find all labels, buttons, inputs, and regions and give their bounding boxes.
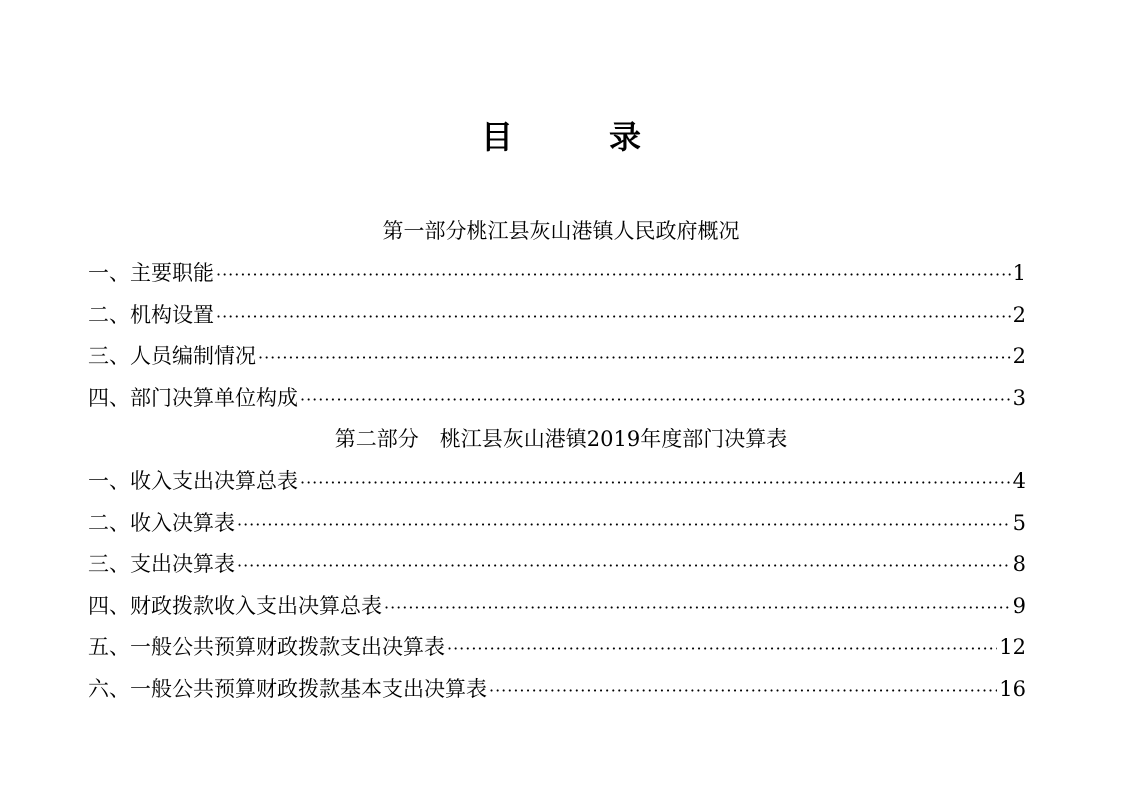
dot-leader (237, 510, 1011, 540)
toc-entry-page: 4 (1012, 469, 1026, 493)
toc-entry[interactable] (88, 300, 1026, 330)
toc-entry-label: 三、支出决算表 (88, 552, 235, 576)
toc-entry-label: 二、收入决算表 (88, 511, 235, 535)
toc-entry[interactable] (88, 383, 1026, 413)
section-heading-part-two: 第二部分 桃江县灰山港镇2019年度部门决算表 (334, 427, 788, 451)
dot-leader (216, 260, 1011, 290)
dot-leader (216, 302, 1011, 332)
toc-entry-label: 四、部门决算单位构成 (88, 386, 298, 410)
toc-entry-page: 5 (1012, 511, 1026, 535)
toc-entry[interactable] (88, 549, 1026, 579)
toc-entry-page: 8 (1012, 552, 1026, 576)
toc-entry-label: 五、一般公共预算财政拨款支出决算表 (88, 635, 445, 659)
toc-entry-page: 12 (999, 635, 1026, 659)
dot-leader (300, 468, 1011, 498)
page-title: 目 录 (480, 118, 641, 156)
toc-entry[interactable] (88, 674, 1026, 704)
toc-entry-page: 9 (1012, 594, 1026, 618)
toc-entry-label: 三、人员编制情况 (88, 344, 256, 368)
toc-entry-page: 2 (1012, 344, 1026, 368)
toc-entry[interactable] (88, 591, 1026, 621)
toc-entry[interactable] (88, 341, 1026, 371)
dot-leader (447, 634, 997, 664)
toc-entry[interactable] (88, 632, 1026, 662)
toc-entry-page: 3 (1012, 386, 1026, 410)
toc-entry[interactable] (88, 508, 1026, 538)
dot-leader (384, 593, 1011, 623)
dot-leader (300, 385, 1011, 415)
dot-leader (237, 551, 1011, 581)
dot-leader (489, 676, 997, 706)
toc-entry-label: 四、财政拨款收入支出决算总表 (88, 594, 382, 618)
toc-entry[interactable] (88, 258, 1026, 288)
toc-entry-label: 一、主要职能 (88, 261, 214, 285)
toc-entry-page: 16 (999, 677, 1026, 701)
toc-entry-label: 二、机构设置 (88, 303, 214, 327)
toc-entry-page: 2 (1012, 303, 1026, 327)
section-heading-part-one: 第一部分桃江县灰山港镇人民政府概况 (382, 219, 740, 243)
toc-entry-label: 一、收入支出决算总表 (88, 469, 298, 493)
dot-leader (258, 343, 1011, 373)
toc-entry-label: 六、一般公共预算财政拨款基本支出决算表 (88, 677, 487, 701)
toc-entry[interactable] (88, 466, 1026, 496)
toc-entry-page: 1 (1012, 261, 1026, 285)
